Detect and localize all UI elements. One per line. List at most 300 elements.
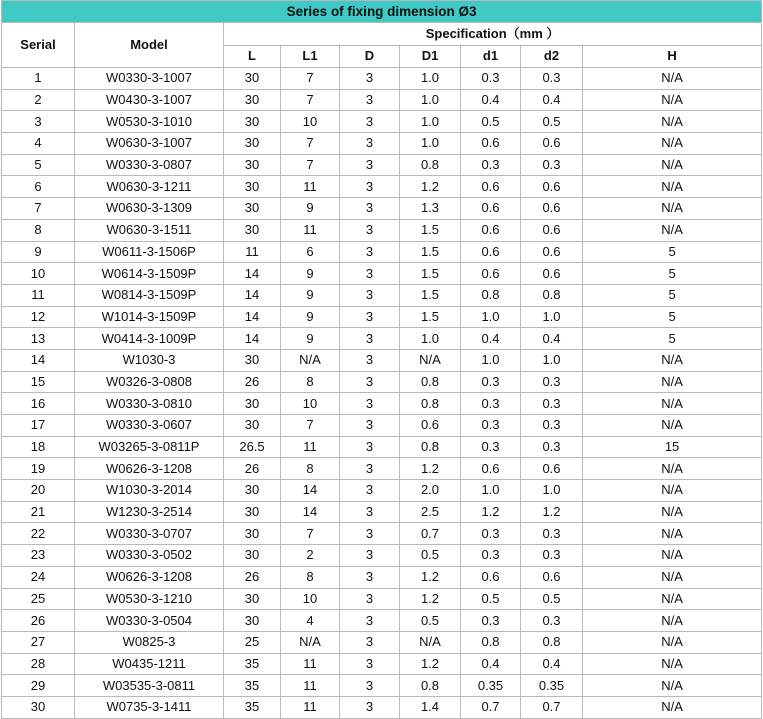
header-L1: L1 xyxy=(281,45,340,68)
header-H: H xyxy=(583,45,762,68)
cell-L1: 11 xyxy=(281,176,340,198)
table-row xyxy=(2,610,762,632)
cell-d1: 0.3 xyxy=(461,393,521,415)
cell-d2: 0.3 xyxy=(521,523,583,545)
cell-d1: 0.3 xyxy=(461,371,521,393)
cell-L1: 11 xyxy=(281,696,340,718)
cell-d2: 0.6 xyxy=(521,133,583,155)
cell-d2: 0.3 xyxy=(521,610,583,632)
cell-L: 30 xyxy=(224,523,281,545)
cell-d2: 0.6 xyxy=(521,263,583,285)
cell-D: 3 xyxy=(340,306,400,328)
cell-model: W1230-3-2514 xyxy=(75,501,224,523)
cell-model: W0735-3-1411 xyxy=(75,696,224,718)
cell-serial: 8 xyxy=(2,219,75,241)
cell-D1: 1.0 xyxy=(400,68,461,90)
cell-serial: 5 xyxy=(2,154,75,176)
cell-d1: 0.3 xyxy=(461,68,521,90)
cell-model: W0430-3-1007 xyxy=(75,89,224,111)
cell-serial: 3 xyxy=(2,111,75,133)
cell-d1: 1.0 xyxy=(461,480,521,502)
cell-L1: 8 xyxy=(281,566,340,588)
cell-L: 30 xyxy=(224,545,281,567)
cell-L1: 10 xyxy=(281,393,340,415)
cell-d2: 0.4 xyxy=(521,653,583,675)
cell-serial: 6 xyxy=(2,176,75,198)
table-row xyxy=(2,198,762,220)
cell-H: 5 xyxy=(583,284,762,306)
cell-d1: 0.6 xyxy=(461,198,521,220)
cell-L1: 9 xyxy=(281,263,340,285)
cell-L1: 14 xyxy=(281,501,340,523)
cell-D: 3 xyxy=(340,133,400,155)
cell-L1: 11 xyxy=(281,675,340,697)
cell-d1: 0.35 xyxy=(461,675,521,697)
cell-D: 3 xyxy=(340,198,400,220)
cell-L: 26 xyxy=(224,566,281,588)
cell-L: 30 xyxy=(224,176,281,198)
cell-L1: 9 xyxy=(281,328,340,350)
cell-L: 25 xyxy=(224,631,281,653)
cell-D: 3 xyxy=(340,328,400,350)
cell-H: N/A xyxy=(583,588,762,610)
cell-d2: 0.3 xyxy=(521,545,583,567)
cell-d1: 0.8 xyxy=(461,284,521,306)
cell-L: 11 xyxy=(224,241,281,263)
cell-serial: 13 xyxy=(2,328,75,350)
cell-H: N/A xyxy=(583,415,762,437)
cell-L1: 4 xyxy=(281,610,340,632)
cell-d1: 0.3 xyxy=(461,154,521,176)
cell-D: 3 xyxy=(340,371,400,393)
table-row xyxy=(2,263,762,285)
cell-L1: 7 xyxy=(281,154,340,176)
cell-D1: 1.5 xyxy=(400,306,461,328)
cell-d2: 0.6 xyxy=(521,219,583,241)
cell-serial: 7 xyxy=(2,198,75,220)
cell-d2: 0.6 xyxy=(521,176,583,198)
cell-H: N/A xyxy=(583,545,762,567)
cell-model: W0630-3-1007 xyxy=(75,133,224,155)
cell-D: 3 xyxy=(340,349,400,371)
cell-d1: 0.3 xyxy=(461,545,521,567)
cell-serial: 10 xyxy=(2,263,75,285)
cell-D: 3 xyxy=(340,458,400,480)
cell-D1: 1.5 xyxy=(400,241,461,263)
cell-model: W0330-3-0707 xyxy=(75,523,224,545)
cell-D: 3 xyxy=(340,111,400,133)
cell-d1: 0.4 xyxy=(461,89,521,111)
table-row xyxy=(2,154,762,176)
cell-serial: 19 xyxy=(2,458,75,480)
cell-H: 15 xyxy=(583,436,762,458)
cell-H: N/A xyxy=(583,219,762,241)
cell-serial: 9 xyxy=(2,241,75,263)
cell-d1: 0.6 xyxy=(461,176,521,198)
cell-L1: 7 xyxy=(281,89,340,111)
cell-H: N/A xyxy=(583,696,762,718)
cell-D1: 0.8 xyxy=(400,436,461,458)
cell-D1: N/A xyxy=(400,349,461,371)
cell-model: W0330-3-1007 xyxy=(75,68,224,90)
cell-L: 14 xyxy=(224,263,281,285)
table-row xyxy=(2,371,762,393)
table-row xyxy=(2,393,762,415)
cell-D1: 1.4 xyxy=(400,696,461,718)
cell-D: 3 xyxy=(340,284,400,306)
cell-model: W0814-3-1509P xyxy=(75,284,224,306)
cell-D: 3 xyxy=(340,523,400,545)
cell-d2: 0.4 xyxy=(521,328,583,350)
cell-D: 3 xyxy=(340,263,400,285)
cell-L: 30 xyxy=(224,393,281,415)
cell-L1: 7 xyxy=(281,523,340,545)
cell-L1: 10 xyxy=(281,111,340,133)
cell-d1: 0.4 xyxy=(461,653,521,675)
cell-L: 14 xyxy=(224,306,281,328)
cell-D1: 0.7 xyxy=(400,523,461,545)
cell-serial: 25 xyxy=(2,588,75,610)
table-row xyxy=(2,501,762,523)
table-row xyxy=(2,696,762,718)
header-specification: Specification（mm ） xyxy=(224,23,762,46)
cell-serial: 2 xyxy=(2,89,75,111)
cell-d2: 0.5 xyxy=(521,588,583,610)
cell-model: W0414-3-1009P xyxy=(75,328,224,350)
cell-L1: 14 xyxy=(281,480,340,502)
cell-L1: 9 xyxy=(281,198,340,220)
header-serial: Serial xyxy=(2,23,75,68)
cell-D1: 1.5 xyxy=(400,263,461,285)
table-title: Series of fixing dimension Ø3 xyxy=(2,1,762,23)
table-row xyxy=(2,328,762,350)
cell-model: W1030-3-2014 xyxy=(75,480,224,502)
cell-D: 3 xyxy=(340,610,400,632)
cell-serial: 28 xyxy=(2,653,75,675)
title-row xyxy=(2,1,762,23)
cell-D1: 1.0 xyxy=(400,111,461,133)
cell-d1: 0.6 xyxy=(461,566,521,588)
cell-D1: 0.8 xyxy=(400,675,461,697)
cell-model: W0825-3 xyxy=(75,631,224,653)
cell-D1: 0.8 xyxy=(400,154,461,176)
cell-d2: 0.3 xyxy=(521,68,583,90)
cell-d2: 0.3 xyxy=(521,154,583,176)
table-row xyxy=(2,219,762,241)
cell-serial: 27 xyxy=(2,631,75,653)
cell-serial: 12 xyxy=(2,306,75,328)
cell-L: 30 xyxy=(224,415,281,437)
table-row xyxy=(2,545,762,567)
cell-d2: 0.6 xyxy=(521,458,583,480)
cell-serial: 17 xyxy=(2,415,75,437)
cell-L1: 11 xyxy=(281,653,340,675)
cell-D1: 0.5 xyxy=(400,545,461,567)
cell-D1: 0.5 xyxy=(400,610,461,632)
cell-model: W0330-3-0607 xyxy=(75,415,224,437)
table-row xyxy=(2,566,762,588)
cell-D1: 0.6 xyxy=(400,415,461,437)
cell-serial: 24 xyxy=(2,566,75,588)
cell-d1: 0.6 xyxy=(461,133,521,155)
cell-L1: 11 xyxy=(281,219,340,241)
cell-D1: N/A xyxy=(400,631,461,653)
table-row xyxy=(2,68,762,90)
cell-D: 3 xyxy=(340,219,400,241)
table-body xyxy=(2,68,762,719)
cell-model: W03535-3-0811 xyxy=(75,675,224,697)
cell-H: N/A xyxy=(583,111,762,133)
cell-d1: 0.3 xyxy=(461,415,521,437)
cell-d2: 0.3 xyxy=(521,393,583,415)
cell-L: 30 xyxy=(224,480,281,502)
cell-D: 3 xyxy=(340,675,400,697)
cell-d1: 0.3 xyxy=(461,436,521,458)
cell-L: 30 xyxy=(224,89,281,111)
cell-D1: 1.5 xyxy=(400,219,461,241)
cell-D: 3 xyxy=(340,154,400,176)
cell-D: 3 xyxy=(340,631,400,653)
cell-H: N/A xyxy=(583,458,762,480)
table-row xyxy=(2,523,762,545)
cell-d1: 0.4 xyxy=(461,328,521,350)
cell-L: 14 xyxy=(224,328,281,350)
cell-H: N/A xyxy=(583,68,762,90)
cell-D: 3 xyxy=(340,241,400,263)
cell-d2: 1.0 xyxy=(521,349,583,371)
cell-D1: 1.0 xyxy=(400,89,461,111)
table-row xyxy=(2,133,762,155)
cell-D: 3 xyxy=(340,588,400,610)
table-row xyxy=(2,631,762,653)
cell-H: 5 xyxy=(583,241,762,263)
cell-D1: 1.0 xyxy=(400,133,461,155)
cell-model: W0435-1211 xyxy=(75,653,224,675)
cell-D1: 2.5 xyxy=(400,501,461,523)
cell-D: 3 xyxy=(340,436,400,458)
cell-L: 30 xyxy=(224,219,281,241)
cell-d2: 1.2 xyxy=(521,501,583,523)
cell-d1: 0.6 xyxy=(461,219,521,241)
cell-L1: 9 xyxy=(281,284,340,306)
cell-serial: 16 xyxy=(2,393,75,415)
cell-L1: 7 xyxy=(281,415,340,437)
cell-H: N/A xyxy=(583,566,762,588)
header-d2: d2 xyxy=(521,45,583,68)
cell-D: 3 xyxy=(340,696,400,718)
cell-d1: 0.7 xyxy=(461,696,521,718)
cell-D1: 1.3 xyxy=(400,198,461,220)
cell-D1: 0.8 xyxy=(400,371,461,393)
cell-d2: 0.6 xyxy=(521,566,583,588)
table-row xyxy=(2,415,762,437)
cell-D1: 2.0 xyxy=(400,480,461,502)
cell-serial: 23 xyxy=(2,545,75,567)
cell-model: W0630-3-1309 xyxy=(75,198,224,220)
cell-d2: 0.35 xyxy=(521,675,583,697)
cell-L: 30 xyxy=(224,198,281,220)
table-row xyxy=(2,176,762,198)
cell-model: W0330-3-0810 xyxy=(75,393,224,415)
cell-H: N/A xyxy=(583,133,762,155)
cell-L1: 8 xyxy=(281,371,340,393)
cell-d1: 0.8 xyxy=(461,631,521,653)
table-row xyxy=(2,480,762,502)
cell-d2: 0.8 xyxy=(521,284,583,306)
table-row xyxy=(2,675,762,697)
cell-D1: 1.2 xyxy=(400,588,461,610)
cell-L1: 8 xyxy=(281,458,340,480)
cell-D: 3 xyxy=(340,176,400,198)
cell-d1: 0.5 xyxy=(461,588,521,610)
cell-serial: 18 xyxy=(2,436,75,458)
cell-d2: 0.4 xyxy=(521,89,583,111)
cell-L1: 10 xyxy=(281,588,340,610)
cell-H: N/A xyxy=(583,371,762,393)
cell-H: N/A xyxy=(583,523,762,545)
cell-H: N/A xyxy=(583,176,762,198)
table-row xyxy=(2,111,762,133)
cell-D1: 0.8 xyxy=(400,393,461,415)
cell-D1: 1.2 xyxy=(400,176,461,198)
table-row xyxy=(2,588,762,610)
cell-serial: 15 xyxy=(2,371,75,393)
cell-L: 30 xyxy=(224,501,281,523)
cell-D1: 1.2 xyxy=(400,653,461,675)
cell-d1: 1.2 xyxy=(461,501,521,523)
cell-d2: 0.6 xyxy=(521,241,583,263)
cell-L: 30 xyxy=(224,610,281,632)
table-row xyxy=(2,241,762,263)
cell-H: N/A xyxy=(583,480,762,502)
cell-H: N/A xyxy=(583,89,762,111)
cell-L: 35 xyxy=(224,653,281,675)
cell-D: 3 xyxy=(340,393,400,415)
header-row-1 xyxy=(2,23,762,46)
table-row xyxy=(2,284,762,306)
cell-L1: N/A xyxy=(281,631,340,653)
cell-H: 5 xyxy=(583,263,762,285)
cell-serial: 1 xyxy=(2,68,75,90)
cell-L1: 7 xyxy=(281,133,340,155)
cell-d1: 1.0 xyxy=(461,349,521,371)
cell-H: N/A xyxy=(583,501,762,523)
cell-model: W0626-3-1208 xyxy=(75,458,224,480)
cell-model: W0530-3-1010 xyxy=(75,111,224,133)
table-row xyxy=(2,436,762,458)
header-d1: d1 xyxy=(461,45,521,68)
cell-L1: 7 xyxy=(281,68,340,90)
cell-d2: 0.6 xyxy=(521,198,583,220)
cell-d1: 0.3 xyxy=(461,610,521,632)
cell-H: N/A xyxy=(583,198,762,220)
cell-D: 3 xyxy=(340,501,400,523)
cell-H: N/A xyxy=(583,393,762,415)
cell-L: 30 xyxy=(224,154,281,176)
cell-d1: 1.0 xyxy=(461,306,521,328)
cell-L: 26 xyxy=(224,458,281,480)
cell-D1: 1.5 xyxy=(400,284,461,306)
cell-model: W0626-3-1208 xyxy=(75,566,224,588)
header-L: L xyxy=(224,45,281,68)
cell-L: 26.5 xyxy=(224,436,281,458)
cell-L: 26 xyxy=(224,371,281,393)
cell-D: 3 xyxy=(340,68,400,90)
table-row xyxy=(2,349,762,371)
cell-serial: 20 xyxy=(2,480,75,502)
cell-L1: 6 xyxy=(281,241,340,263)
cell-L: 30 xyxy=(224,349,281,371)
cell-serial: 22 xyxy=(2,523,75,545)
cell-H: 5 xyxy=(583,306,762,328)
cell-L: 30 xyxy=(224,111,281,133)
cell-L: 35 xyxy=(224,675,281,697)
cell-H: N/A xyxy=(583,675,762,697)
table-row xyxy=(2,306,762,328)
cell-H: N/A xyxy=(583,631,762,653)
cell-d2: 0.8 xyxy=(521,631,583,653)
cell-model: W1014-3-1509P xyxy=(75,306,224,328)
cell-D: 3 xyxy=(340,89,400,111)
cell-model: W0326-3-0808 xyxy=(75,371,224,393)
cell-serial: 14 xyxy=(2,349,75,371)
cell-L: 14 xyxy=(224,284,281,306)
cell-model: W0630-3-1211 xyxy=(75,176,224,198)
cell-model: W1030-3 xyxy=(75,349,224,371)
cell-H: N/A xyxy=(583,349,762,371)
cell-serial: 21 xyxy=(2,501,75,523)
cell-D: 3 xyxy=(340,566,400,588)
cell-model: W0611-3-1506P xyxy=(75,241,224,263)
cell-L: 30 xyxy=(224,68,281,90)
cell-d1: 0.5 xyxy=(461,111,521,133)
cell-L1: 11 xyxy=(281,436,340,458)
cell-d2: 0.3 xyxy=(521,436,583,458)
header-model: Model xyxy=(75,23,224,68)
cell-d1: 0.6 xyxy=(461,458,521,480)
cell-D: 3 xyxy=(340,415,400,437)
cell-D1: 1.0 xyxy=(400,328,461,350)
table-row xyxy=(2,653,762,675)
cell-model: W0330-3-0504 xyxy=(75,610,224,632)
fixing-dimension-table xyxy=(1,0,762,719)
cell-H: N/A xyxy=(583,610,762,632)
cell-model: W03265-3-0811P xyxy=(75,436,224,458)
cell-L1: 2 xyxy=(281,545,340,567)
table-row xyxy=(2,458,762,480)
cell-model: W0530-3-1210 xyxy=(75,588,224,610)
cell-D1: 1.2 xyxy=(400,458,461,480)
cell-d1: 0.6 xyxy=(461,263,521,285)
header-D1: D1 xyxy=(400,45,461,68)
cell-serial: 26 xyxy=(2,610,75,632)
cell-d2: 0.5 xyxy=(521,111,583,133)
cell-d2: 0.3 xyxy=(521,371,583,393)
cell-d2: 0.3 xyxy=(521,415,583,437)
cell-D1: 1.2 xyxy=(400,566,461,588)
cell-L1: N/A xyxy=(281,349,340,371)
cell-D: 3 xyxy=(340,653,400,675)
cell-model: W0630-3-1511 xyxy=(75,219,224,241)
cell-L: 35 xyxy=(224,696,281,718)
cell-d2: 1.0 xyxy=(521,480,583,502)
cell-H: N/A xyxy=(583,154,762,176)
cell-H: N/A xyxy=(583,653,762,675)
cell-serial: 29 xyxy=(2,675,75,697)
cell-serial: 11 xyxy=(2,284,75,306)
cell-L1: 9 xyxy=(281,306,340,328)
cell-d2: 0.7 xyxy=(521,696,583,718)
